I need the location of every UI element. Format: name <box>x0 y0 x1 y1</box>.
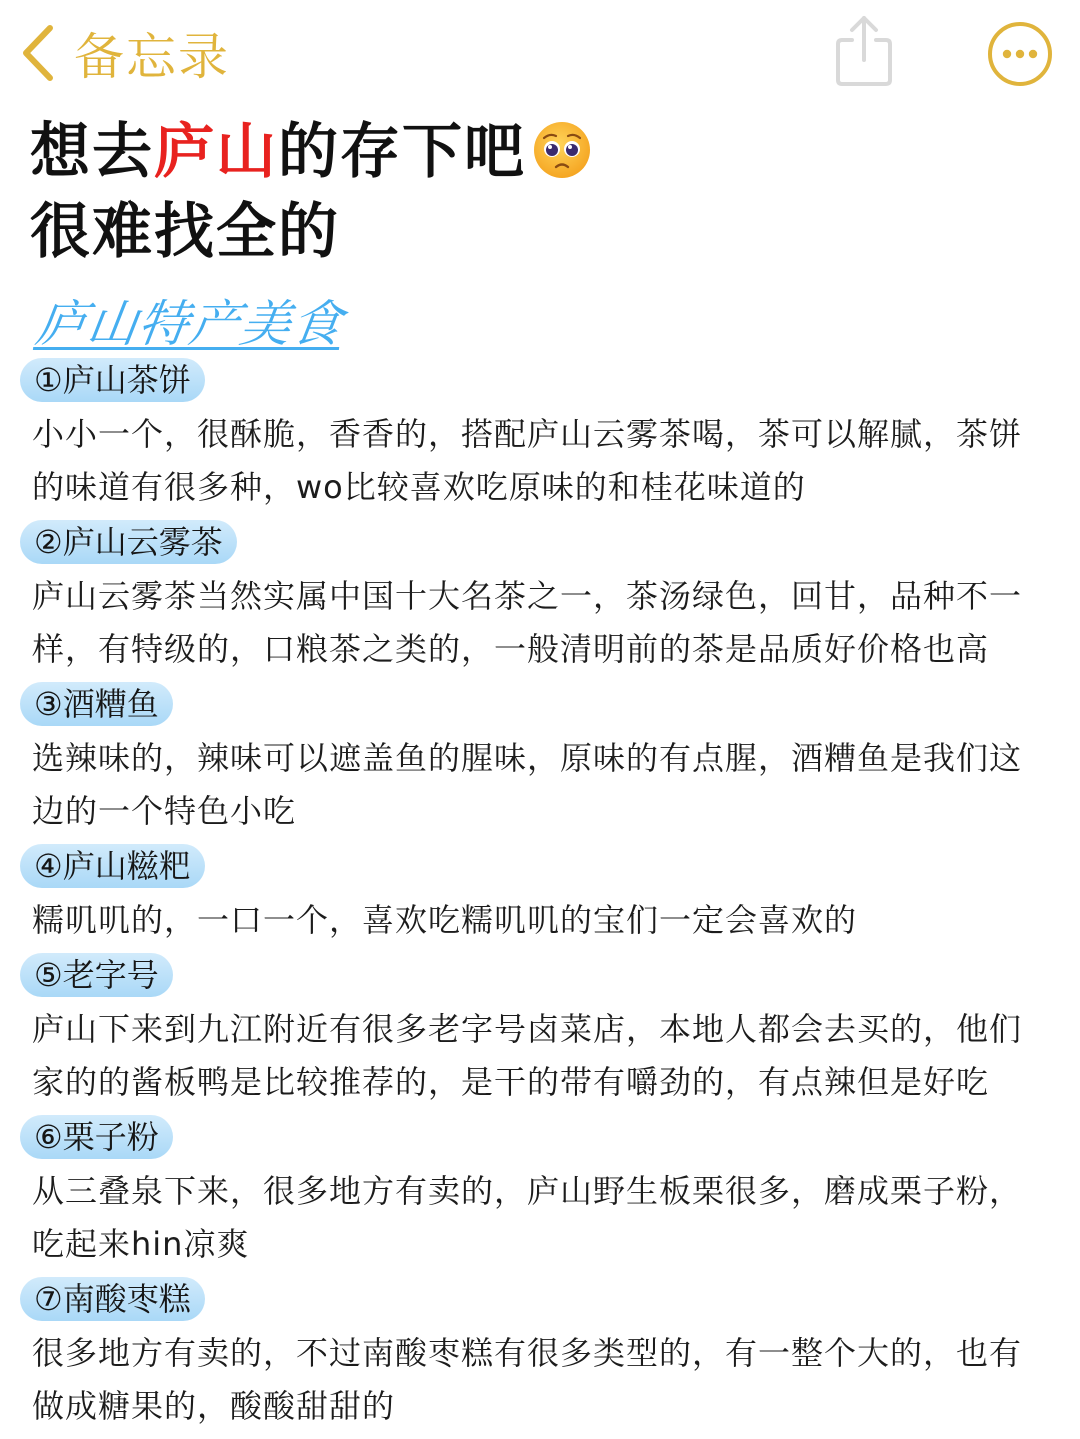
item-title: ⑤老字号 <box>20 953 173 997</box>
title-text-pre: 想去 <box>30 117 154 187</box>
back-label: 备忘录 <box>74 28 230 86</box>
more-button[interactable] <box>986 20 1054 88</box>
note-title <box>30 112 1050 272</box>
item-title: ②庐山云雾茶 <box>20 520 237 564</box>
list-item <box>0 838 1080 947</box>
list-item <box>0 514 1080 676</box>
title-line-1 <box>30 112 1050 192</box>
list-item <box>0 1109 1080 1271</box>
item-body: 小小一个，很酥脆，香香的，搭配庐山云雾茶喝，茶可以解腻，茶饼的味道有很多种，wo比较喜欢吃原味的和桂花味道的 <box>32 415 1023 506</box>
more-icon <box>986 73 1054 92</box>
share-icon <box>828 73 900 92</box>
item-title: ①庐山茶饼 <box>20 358 205 402</box>
item-list <box>0 352 1080 1433</box>
item-body: 庐山下来到九江附近有很多老字号卤菜店，本地人都会去买的，他们家的的酱板鸭是比较推荐的，是干的带有嚼劲的，有点辣但是好吃 <box>32 1010 1023 1101</box>
item-body: 从三叠泉下来，很多地方有卖的，庐山野生板栗很多，磨成栗子粉，吃起来hin凉爽 <box>32 1172 1023 1263</box>
share-button[interactable] <box>828 12 900 88</box>
item-title: ③酒糟鱼 <box>20 682 173 726</box>
title-text-post: 的存下吧 <box>278 117 526 187</box>
item-body: 选辣味的，辣味可以遮盖鱼的腥味，原味的有点腥，酒糟鱼是我们这边的一个特色小吃 <box>32 739 1023 830</box>
title-line-2: 很难找全的 <box>30 197 340 267</box>
item-title: ④庐山糍粑 <box>20 844 205 888</box>
navigation-bar <box>0 0 1080 110</box>
chevron-left-icon <box>20 24 56 82</box>
list-item <box>0 947 1080 1109</box>
back-button[interactable] <box>20 18 230 88</box>
list-item <box>0 1271 1080 1433</box>
item-title: ⑦南酸枣糕 <box>20 1277 205 1321</box>
section-heading[interactable]: 庐山特产美食 <box>32 295 347 353</box>
item-body: 糯叽叽的，一口一个，喜欢吃糯叽叽的宝们一定会喜欢的 <box>32 901 858 939</box>
item-title: ⑥栗子粉 <box>20 1115 173 1159</box>
list-item <box>0 676 1080 838</box>
item-body: 很多地方有卖的，不过南酸枣糕有很多类型的，有一整个大的，也有做成糖果的，酸酸甜甜的 <box>32 1334 1023 1425</box>
item-body: 庐山云雾茶当然实属中国十大名茶之一，茶汤绿色，回甘，品种不一样，有特级的，口粮茶之类的，一般清明前的茶是品质好价格也高 <box>32 577 1023 668</box>
title-highlight: 庐山 <box>154 117 278 187</box>
pleading-face-icon <box>532 120 592 180</box>
list-item <box>0 352 1080 514</box>
